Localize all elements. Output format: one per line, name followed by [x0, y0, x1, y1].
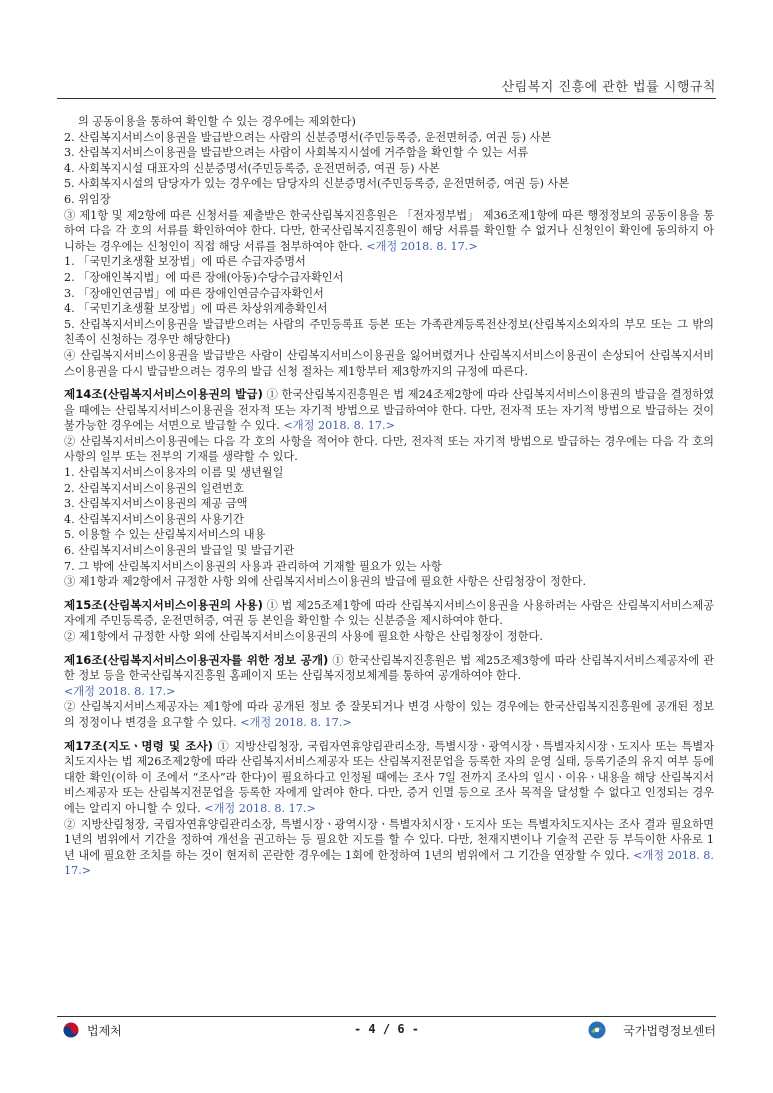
page-footer: [57, 1016, 716, 1041]
paragraph: [64, 598, 714, 629]
amendment-note: <개정 2018. 8. 17.>: [204, 801, 316, 815]
list-item: 4. 사회복지시설 대표자의 신분증명서(주민등록증, 운전면허증, 여권 등) 사본: [64, 161, 440, 175]
paragraph: [64, 739, 714, 817]
document-body: [64, 114, 714, 879]
list-item: 5. 산림복지서비스이용권을 발급받으려는 사람의 주민등록표 등본 또는 가족관계등록전산정보(산림복지소외자의 부모 또는 그 밖의 친족이 신청하는 경우만 해당한다): [64, 317, 714, 347]
list-item: 6. 위임장: [64, 192, 111, 206]
list-item: 6. 산림복지서비스이용권의 발급일 및 발급기관: [64, 544, 295, 558]
article-title: 제14조(산림복지서비스이용권의 발급): [64, 387, 263, 402]
paragraph: ④ 산림복지서비스이용권을 발급받은 사람이 산림복지서비스이용권을 잃어버렸거나 산림복지서비스이용권이 손상되어 산림복지서비스이용권을 다시 발급받으려는 경우의 발급 신청 절차는 제1항부터 제3항까지의 규정에 따른다.: [64, 348, 714, 378]
footer-publisher: 법제처: [87, 1024, 122, 1038]
list-item: 3. 산림복지서비스이용권의 제공 금액: [64, 497, 248, 511]
list-item: 4. 「국민기초생활 보장법」에 따른 차상위계층확인서: [64, 302, 328, 316]
article-13-continued: [64, 114, 714, 379]
amendment-note: <개정 2018. 8. 17.>: [283, 419, 395, 433]
list-item: 2. 산림복지서비스이용권의 일련번호: [64, 481, 244, 495]
paragraph-text: ② 산림복지서비스제공자는 제1항에 따라 공개된 정보 중 잘못되거나 변경 사항이 있는 경우에는 한국산림복지진흥원에 공개된 정보의 정정이나 변경을 요구할 수 있다.: [64, 700, 714, 729]
document-title: 산림복지 진흥에 관한 법률 시행규칙: [501, 80, 716, 95]
paragraph: ② 제1항에서 규정한 사항 외에 산림복지서비스이용권의 사용에 필요한 사항은 산림청장이 정한다.: [64, 630, 543, 643]
paragraph: [64, 387, 714, 434]
list-item: 5. 사회복지시설의 담당자가 있는 경우에는 담당자의 신분증명서(주민등록증, 운전면허증, 여권 등) 사본: [64, 177, 570, 191]
paragraph-text: ① 한국산림복지진흥원은 법 제25조제3항에 따라 산림복지서비스제공자에 관한 정보 등을 한국산림복지진흥원 홈페이지 또는 산림복지정보체계를 통하여 공개하여야 한다.: [64, 653, 714, 683]
amendment-note: <개정 2018. 8. 17.>: [366, 239, 478, 253]
article-16: [64, 653, 714, 731]
article-15: [64, 598, 714, 645]
paragraph: ③ 제1항과 제2항에서 규정한 사항 외에 산림복지서비스이용권의 발급에 필요한 사항은 산림청장이 정한다.: [64, 575, 586, 589]
list-item: 2. 산림복지서비스이용권을 발급받으려는 사람의 신분증명서(주민등록증, 운전면허증, 여권 등) 사본: [64, 130, 552, 144]
paragraph: ② 산림복지서비스이용권에는 다음 각 호의 사항을 적어야 한다. 다만, 전자적 또는 자기적 방법으로 발급하는 경우에는 다음 각 호의 사항의 일부 또는 전부의 기재를 생략할 수 있다.: [64, 434, 714, 464]
list-item: 5. 이용할 수 있는 산림복지서비스의 내용: [64, 528, 266, 542]
article-14: [64, 387, 714, 590]
paragraph-text: ① 법 제25조제1항에 따라 산림복지서비스이용권을 사용하려는 사람은 산림복지서비스제공자에게 주민등록증, 운전면허증, 여권 등 본인을 확인할 수 있는 신분증을 제시하여야 한다.: [64, 598, 715, 628]
paragraph-text: ② 지방산림청장, 국립자연휴양림관리소장, 특별시장ㆍ광역시장ㆍ특별자치시장ㆍ도지사 또는 특별자치도지사는 조사 결과 필요하면 1년의 범위에서 기간을 정하여 개선을 권고하는 등 필요한 지도를 할 수 있다. 다만, 천재지변이나 기술적 곤란 등 부득이한 사유로 1년 내에 필요한 조치를 하는 것이 현저히 곤란한 경우에는 1회에 한정하여 1년의 범위에서 그 기간을 연장할 수 있다.: [64, 817, 714, 862]
paragraph-text: ③ 제1항 및 제2항에 따른 신청서를 제출받은 한국산림복지진흥원은 「전자정부법」 제36조제1항에 따른 행정정보의 공동이용을 통하여 다음 각 호의 서류를 확인하여야 한다. 다만, 한국산림복지진흥원이 해당 서류를 확인할 수 없거나 신청인이 확인에 동의하지 아니하는 경우에는 신청인이 직접 해당 서류를 첨부하여야 한다.: [64, 208, 714, 253]
text-line: 의 공동이용을 통하여 확인할 수 있는 경우에는 제외한다): [78, 115, 356, 128]
article-17: [64, 739, 714, 879]
list-item: 1. 산림복지서비스이용자의 이름 및 생년월일: [64, 466, 284, 480]
paragraph: [64, 208, 714, 255]
footer-law-center: 국가법령정보센터: [623, 1024, 716, 1038]
paragraph: [64, 699, 714, 730]
article-title: 제17조(지도ㆍ명령 및 조사): [64, 738, 213, 753]
paragraph-text: ① 지방산림청장, 국립자연휴양림관리소장, 특별시장ㆍ광역시장ㆍ특별자치시장ㆍ도지사 또는 특별자치도지사는 법 제26조제2항에 따라 산림복지서비스제공자 또는 산림복지전문업을 등록한 자의 운영 실태, 등록기준의 유지 여부 등에 대한 확인(이하 이 조에서 “조사”라 한다)이 필요하다고 인정될 때에는 조사 7일 전까지 조사의 일시ㆍ이유ㆍ내용을 해당 산림복지서비스제공자 또는 산림복지전문업을 등록한 자에게 알려야 한다. 다만, 증거 인멸 등으로 조사 목적을 달성할 수 없다고 인정되는 경우에는 알리지 아니할 수 있다.: [64, 739, 715, 815]
article-title: 제16조(산림복지서비스이용권자를 위한 정보 공개): [64, 652, 329, 667]
law-center-logo-icon: [588, 1021, 606, 1039]
list-item: 3. 「장애인연금법」에 따른 장애인연금수급자확인서: [64, 286, 324, 300]
list-item: 4. 산림복지서비스이용권의 사용기간: [64, 512, 244, 526]
list-item: 2. 「장애인복지법」에 따른 장애(아동)수당수급자확인서: [64, 270, 344, 284]
page-header: [57, 72, 716, 99]
page-number: - 4 / 6 -: [353, 1022, 420, 1036]
amendment-note: <개정 2018. 8. 17.>: [240, 715, 352, 729]
amendment-note: <개정 2018. 8. 17.>: [64, 684, 176, 698]
paragraph-text: ① 한국산림복지진흥원은 법 제24조제2항에 따라 산림복지서비스이용권의 발급을 결정하였을 때에는 산림복지서비스이용권을 전자적 또는 자기적 방법으로 발급하여야 한다. 다만, 전자적 또는 자기적 방법으로 발급하는 것이 불가능한 경우에는 서면으로 발급할 수 있다.: [64, 388, 715, 433]
paragraph: [64, 653, 714, 700]
list-item: 1. 「국민기초생활 보장법」에 따른 수급자증명서: [64, 255, 306, 269]
list-item: 3. 산림복지서비스이용권을 발급받으려는 사람이 사회복지시설에 거주함을 확인할 수 있는 서류: [64, 146, 529, 160]
amendment-note: <개정 2018. 8. 17.>: [64, 848, 714, 878]
list-item: 7. 그 밖에 산림복지서비스이용권의 사용과 관리하여 기재할 필요가 있는 사항: [64, 559, 442, 573]
article-title: 제15조(산림복지서비스이용권의 사용): [64, 597, 263, 612]
paragraph: [64, 817, 714, 879]
